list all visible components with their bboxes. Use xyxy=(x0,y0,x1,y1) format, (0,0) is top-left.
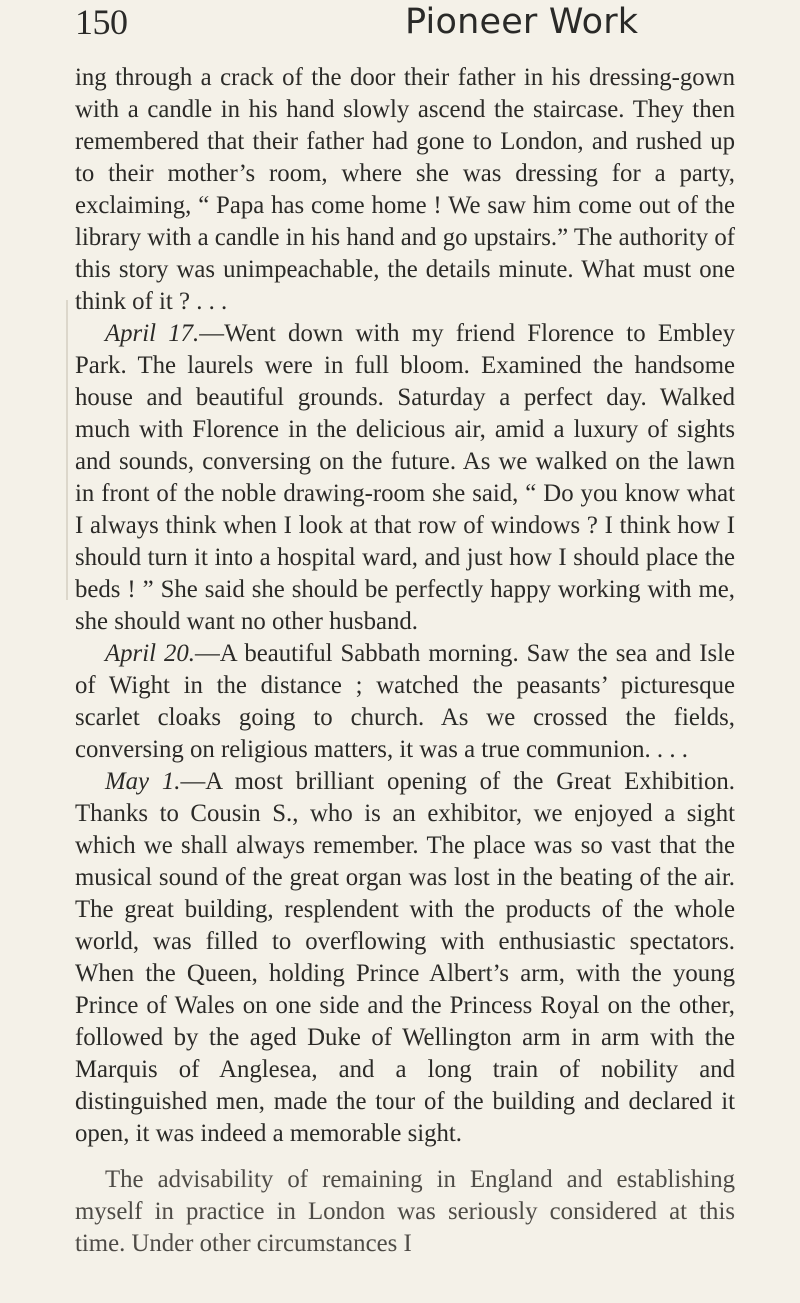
diary-entry-april-17 xyxy=(75,318,735,638)
diary-entry-may-1 xyxy=(75,766,735,1150)
running-head xyxy=(75,0,750,60)
text-body xyxy=(75,62,735,1260)
paragraph-text: The advisability of remaining in England and establishing myself in practice in London was seriously considered at this time. Under other circumstances I xyxy=(75,1166,735,1257)
entry-date: April 17. xyxy=(105,320,200,347)
entry-text: —A beautiful Sabbath morning. Saw the sea and Isle of Wight in the distance ; watched the peasants’ picturesque scarlet cloaks going to church. As we crossed the fields, conversing on religious matters, it was a true communion. . . . xyxy=(75,640,735,763)
paragraph-closing xyxy=(75,1164,735,1260)
paragraph-text: ing through a crack of the door their father in his dressing-gown with a candle in his hand slowly ascend the staircase. They then remembered that their father had gone to London, and rushed up to their mother’s room, where she was dressing for a party, exclaiming, “ Papa has come home ! We saw him come out of the library with a candle in his hand and go upstairs.” The authority of this story was unimpeachable, the details minute. What must one think of it ? . . . xyxy=(75,64,735,315)
entry-date: May 1. xyxy=(105,768,181,795)
paragraph-continuation xyxy=(75,62,735,318)
entry-text: —Went down with my friend Florence to Embley Park. The laurels were in full bloom. Examined the handsome house and beautiful grounds. Saturday a perfect day. Walked much with Florence in the delicious air, amid a luxury of sights and sounds, conversing on the future. As we walked on the lawn in front of the noble drawing-room she said, “ Do you know what I always think when I look at that row of windows ? I think how I should turn it into a hospital ward, and just how I should place the beds ! ” She said she should be perfectly happy working with me, she should want no other husband. xyxy=(75,320,736,635)
diary-entry-april-20 xyxy=(75,638,735,766)
page-number: 150 xyxy=(75,2,128,42)
entry-text: —A most brilliant opening of the Great Exhibition. Thanks to Cousin S., who is an exhibitor, we enjoyed a sight which we shall always remember. The place was so vast that the musical sound of the great organ was lost in the beating of the air. The great building, resplendent with the products of the whole world, was filled to overflowing with enthusiastic spectators. When the Queen, holding Prince Albert’s arm, with the young Prince of Wales on one side and the Princess Royal on the other, followed by the aged Duke of Wellington arm in arm with the Marquis of Anglesea, and a long train of nobility and distinguished men, made the tour of the building and declared it open, it was indeed a memorable sight. xyxy=(75,768,735,1147)
entry-date: April 20. xyxy=(105,640,195,667)
margin-shadow-line xyxy=(66,300,68,600)
running-title: Pioneer Work xyxy=(405,2,639,42)
